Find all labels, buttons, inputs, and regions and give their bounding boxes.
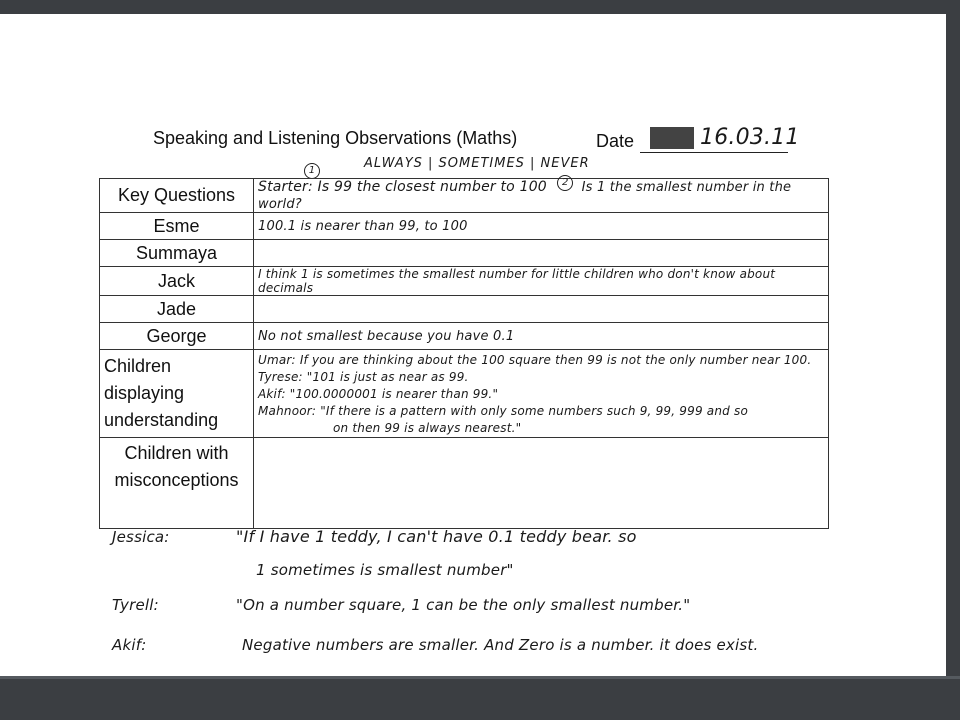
document-title: Speaking and Listening Observations (Maths) [153, 128, 518, 148]
table-row [100, 350, 829, 438]
note-tyrell-line1: "On a number square, 1 can be the only smallest number." [236, 596, 691, 614]
label-line: misconceptions [114, 470, 239, 490]
row-content-jade [254, 296, 829, 323]
row-content-key-questions [254, 179, 829, 213]
understanding-line: on then 99 is always nearest." [333, 421, 522, 435]
row-content-jack: I think 1 is sometimes the smallest number for little children who don't know about decimals [254, 267, 829, 296]
row-label-jade: Jade [100, 296, 254, 323]
table-row [100, 240, 829, 267]
question-marker-1: 1 [304, 163, 320, 179]
note-name-tyrell: Tyrell: [112, 596, 159, 614]
row-content-summaya [254, 240, 829, 267]
note-jessica-line2: 1 sometimes is smallest number" [256, 561, 514, 579]
row-label-esme: Esme [100, 213, 254, 240]
note-jessica-line1: "If I have 1 teddy, I can't have 0.1 teddy bear. so [236, 527, 637, 546]
row-label-summaya: Summaya [100, 240, 254, 267]
row-label-george: George [100, 323, 254, 350]
row-label-understanding [100, 350, 254, 438]
slide-frame-bottom [0, 676, 960, 720]
date-label: Date [596, 131, 635, 151]
table-row [100, 213, 829, 240]
row-content-misconceptions [254, 438, 829, 529]
frequency-scale: ALWAYS | SOMETIMES | NEVER [364, 156, 590, 171]
table-row [100, 323, 829, 350]
row-content-understanding [254, 350, 829, 438]
row-content-george: No not smallest because you have 0.1 [254, 323, 829, 350]
date-value: 16.03.11 [700, 125, 800, 150]
table-row [100, 179, 829, 213]
question-marker-2: 2 [557, 175, 573, 191]
crossed-out-mark [650, 127, 694, 149]
observation-table [99, 178, 829, 529]
row-content-esme: 100.1 is nearer than 99, to 100 [254, 213, 829, 240]
row-label-misconceptions [100, 438, 254, 529]
label-line: understanding [104, 410, 219, 430]
label-line: Children [104, 356, 172, 376]
understanding-line: Tyrese: "101 is just as near as 99. [258, 370, 469, 384]
understanding-line: Umar: If you are thinking about the 100 square then 99 is not the only number near 100. [258, 353, 812, 367]
understanding-line: Mahnoor: "If there is a pattern with only some numbers such 9, 99, 999 and so [258, 404, 748, 418]
note-name-akif: Akif: [112, 636, 147, 654]
label-line: Children with [124, 443, 229, 463]
row-label-jack: Jack [100, 267, 254, 296]
table-row [100, 267, 829, 296]
slide-frame-top [0, 0, 960, 14]
date-underline [640, 152, 788, 153]
table-row [100, 438, 829, 529]
table-row [100, 296, 829, 323]
key-question-2: Is 1 the smallest number in the world? [258, 180, 792, 212]
label-line: displaying [104, 383, 185, 403]
note-name-jessica: Jessica: [112, 528, 170, 546]
understanding-line: Akif: "100.0000001 is nearer than 99." [258, 387, 499, 401]
slide-frame-right [946, 0, 960, 720]
row-label-key-questions: Key Questions [100, 179, 254, 213]
key-question-1: Starter: Is 99 the closest number to 100 [258, 179, 547, 195]
note-akif-line1: Negative numbers are smaller. And Zero is a number. it does exist. [242, 636, 759, 654]
